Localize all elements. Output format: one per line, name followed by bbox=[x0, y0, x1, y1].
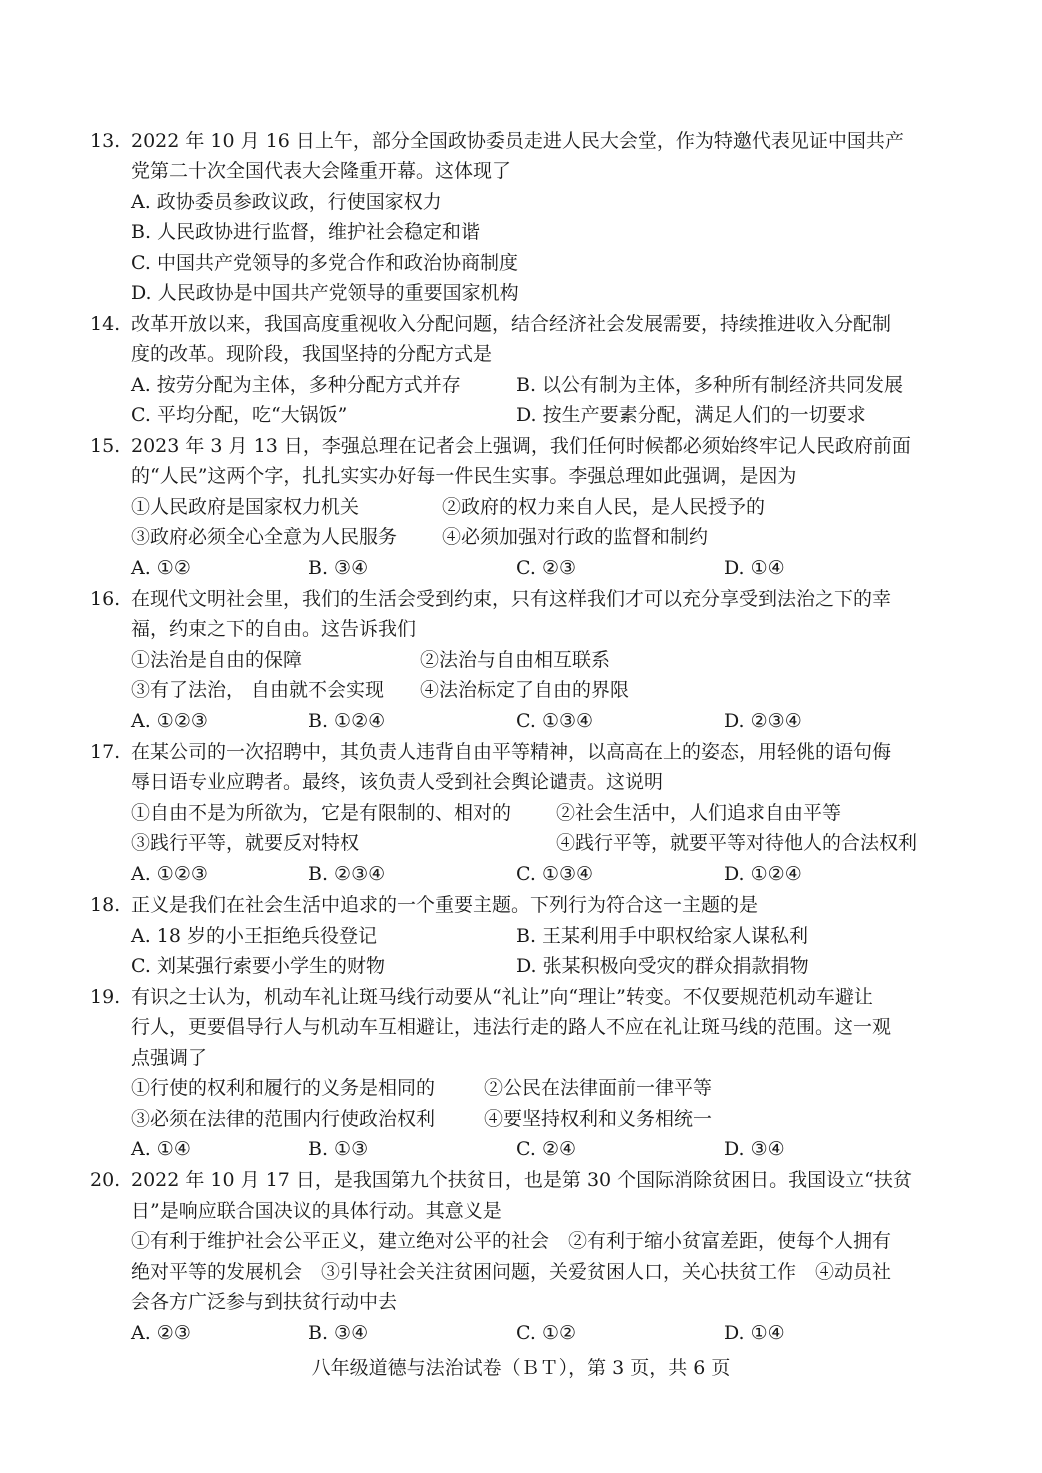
question-19-option-d: D. ③④ bbox=[724, 1138, 785, 1160]
question-20-stem-line-2: 日”是响应联合国决议的具体行动。其意义是 bbox=[131, 1200, 502, 1222]
question-16-item-3: ③有了法治， 自由就不会实现 bbox=[131, 679, 385, 701]
question-17-stem-line-2: 辱日语专业应聘者。最终，该负责人受到社会舆论谴责。这说明 bbox=[131, 771, 664, 793]
question-17-item-3: ③践行平等，就要反对特权 bbox=[131, 832, 360, 854]
question-17-option-c: C. ①③④ bbox=[516, 863, 594, 885]
question-15-option-c: C. ②③ bbox=[516, 557, 577, 579]
question-19-item-4: ④要坚持权利和义务相统一 bbox=[484, 1108, 713, 1130]
question-17-option-d: D. ①②④ bbox=[724, 863, 802, 885]
question-16-stem-line-1: 在现代文明社会里，我们的生活会受到约束，只有这样我们才可以充分享受到法治之下的幸 bbox=[131, 588, 892, 610]
question-17-item-1: ①自由不是为所欲为，它是有限制的、相对的 bbox=[131, 802, 512, 824]
question-19-number: 19. bbox=[90, 986, 121, 1008]
question-18-stem-line-1: 正义是我们在社会生活中追求的一个重要主题。下列行为符合这一主题的是 bbox=[131, 894, 759, 916]
question-19-stem-line-3: 点强调了 bbox=[131, 1047, 208, 1069]
question-14-option-b: B. 以公有制为主体，多种所有制经济共同发展 bbox=[516, 374, 904, 396]
question-13-option-d: D. 人民政协是中国共产党领导的重要国家机构 bbox=[131, 282, 519, 304]
question-15-option-d: D. ①④ bbox=[724, 557, 785, 579]
question-15-option-a: A. ①② bbox=[131, 557, 191, 579]
question-19-option-a: A. ①④ bbox=[131, 1138, 191, 1160]
question-16-option-b: B. ①②④ bbox=[308, 710, 386, 732]
question-16-item-4: ④法治标定了自由的界限 bbox=[420, 679, 630, 701]
question-14-option-c: C. 平均分配，吃“大锅饭” bbox=[131, 404, 348, 426]
question-19-item-2: ②公民在法律面前一律平等 bbox=[484, 1077, 713, 1099]
question-16-stem-line-2: 福，约束之下的自由。这告诉我们 bbox=[131, 618, 417, 640]
question-17-stem-line-1: 在某公司的一次招聘中，其负责人违背自由平等精神，以高高在上的姿态，用轻佻的语句侮 bbox=[131, 741, 892, 763]
question-13-stem-line-1: 2022 年 10 月 16 日上午，部分全国政协委员走进人民大会堂，作为特邀代表见证中国共产 bbox=[131, 130, 904, 152]
question-13-option-c: C. 中国共产党领导的多党合作和政治协商制度 bbox=[131, 252, 518, 274]
question-14-stem-line-2: 度的改革。现阶段，我国坚持的分配方式是 bbox=[131, 343, 493, 365]
question-13-stem-line-2: 党第二十次全国代表大会隆重开幕。这体现了 bbox=[131, 160, 512, 182]
question-16-option-c: C. ①③④ bbox=[516, 710, 594, 732]
question-20-items-line-2: 绝对平等的发展机会 ③引导社会关注贫困问题，关爱贫困人口，关心扶贫工作 ④动员社 bbox=[131, 1261, 892, 1283]
question-20-number: 20. bbox=[90, 1169, 121, 1191]
question-15-option-b: B. ③④ bbox=[308, 557, 369, 579]
question-19-stem-line-1: 有识之士认为，机动车礼让斑马线行动要从“礼让”向“理让”转变。不仅要规范机动车避让 bbox=[131, 986, 873, 1008]
question-13-option-a: A. 政协委员参政议政，行使国家权力 bbox=[131, 191, 442, 213]
question-18-number: 18. bbox=[90, 894, 121, 916]
question-14-option-d: D. 按生产要素分配，满足人们的一切要求 bbox=[516, 404, 866, 426]
question-19-option-b: B. ①③ bbox=[308, 1138, 369, 1160]
question-13-option-b: B. 人民政协进行监督，维护社会稳定和谐 bbox=[131, 221, 481, 243]
question-15-item-3: ③政府必须全心全意为人民服务 bbox=[131, 526, 398, 548]
page-footer: 八年级道德与法治试卷（ＢＴ），第 3 页，共 6 页 bbox=[311, 1357, 731, 1379]
question-16-option-d: D. ②③④ bbox=[724, 710, 802, 732]
question-20-items-line-3: 会各方广泛参与到扶贫行动中去 bbox=[131, 1291, 398, 1313]
question-20-option-a: A. ②③ bbox=[131, 1322, 191, 1344]
question-18-option-a: A. 18 岁的小王拒绝兵役登记 bbox=[131, 925, 378, 947]
question-20-option-b: B. ③④ bbox=[308, 1322, 369, 1344]
question-15-item-1: ①人民政府是国家权力机关 bbox=[131, 496, 360, 518]
question-17-item-2: ②社会生活中，人们追求自由平等 bbox=[556, 802, 842, 824]
question-18-option-d: D. 张某积极向受灾的群众捐款捐物 bbox=[516, 955, 809, 977]
question-19-item-3: ③必须在法律的范围内行使政治权利 bbox=[131, 1108, 436, 1130]
question-15-stem-line-2: 的“人民”这两个字，扎扎实实办好每一件民生实事。李强总理如此强调，是因为 bbox=[131, 465, 797, 487]
question-16-item-1: ①法治是自由的保障 bbox=[131, 649, 303, 671]
question-13-number: 13. bbox=[90, 130, 121, 152]
question-16-option-a: A. ①②③ bbox=[131, 710, 208, 732]
question-17-option-a: A. ①②③ bbox=[131, 863, 208, 885]
question-15-number: 15. bbox=[90, 435, 121, 457]
question-18-option-b: B. 王某利用手中职权给家人谋私利 bbox=[516, 925, 809, 947]
question-19-item-1: ①行使的权利和履行的义务是相同的 bbox=[131, 1077, 436, 1099]
question-20-stem-line-1: 2022 年 10 月 17 日，是我国第九个扶贫日，也是第 30 个国际消除贫困日。我国设立“扶贫 bbox=[131, 1169, 912, 1191]
question-18-option-c: C. 刘某强行索要小学生的财物 bbox=[131, 955, 385, 977]
question-14-option-a: A. 按劳分配为主体，多种分配方式并存 bbox=[131, 374, 461, 396]
question-16-number: 16. bbox=[90, 588, 121, 610]
question-15-item-2: ②政府的权力来自人民，是人民授予的 bbox=[442, 496, 766, 518]
question-16-item-2: ②法治与自由相互联系 bbox=[420, 649, 611, 671]
question-15-stem-line-1: 2023 年 3 月 13 日，李强总理在记者会上强调，我们任何时候都必须始终牢记人民政府前面 bbox=[131, 435, 911, 457]
question-15-item-4: ④必须加强对行政的监督和制约 bbox=[442, 526, 709, 548]
question-19-stem-line-2: 行人，更要倡导行人与机动车互相避让，违法行走的路人不应在礼让斑马线的范围。这一观 bbox=[131, 1016, 892, 1038]
question-17-option-b: B. ②③④ bbox=[308, 863, 386, 885]
question-20-option-c: C. ①② bbox=[516, 1322, 577, 1344]
question-14-stem-line-1: 改革开放以来，我国高度重视收入分配问题，结合经济社会发展需要，持续推进收入分配制 bbox=[131, 313, 892, 335]
question-20-option-d: D. ①④ bbox=[724, 1322, 785, 1344]
question-20-items-line-1: ①有利于维护社会公平正义，建立绝对公平的社会 ②有利于缩小贫富差距，使每个人拥有 bbox=[131, 1230, 892, 1252]
question-14-number: 14. bbox=[90, 313, 121, 335]
question-19-option-c: C. ②④ bbox=[516, 1138, 577, 1160]
question-17-number: 17. bbox=[90, 741, 121, 763]
question-17-item-4: ④践行平等，就要平等对待他人的合法权利 bbox=[556, 832, 918, 854]
